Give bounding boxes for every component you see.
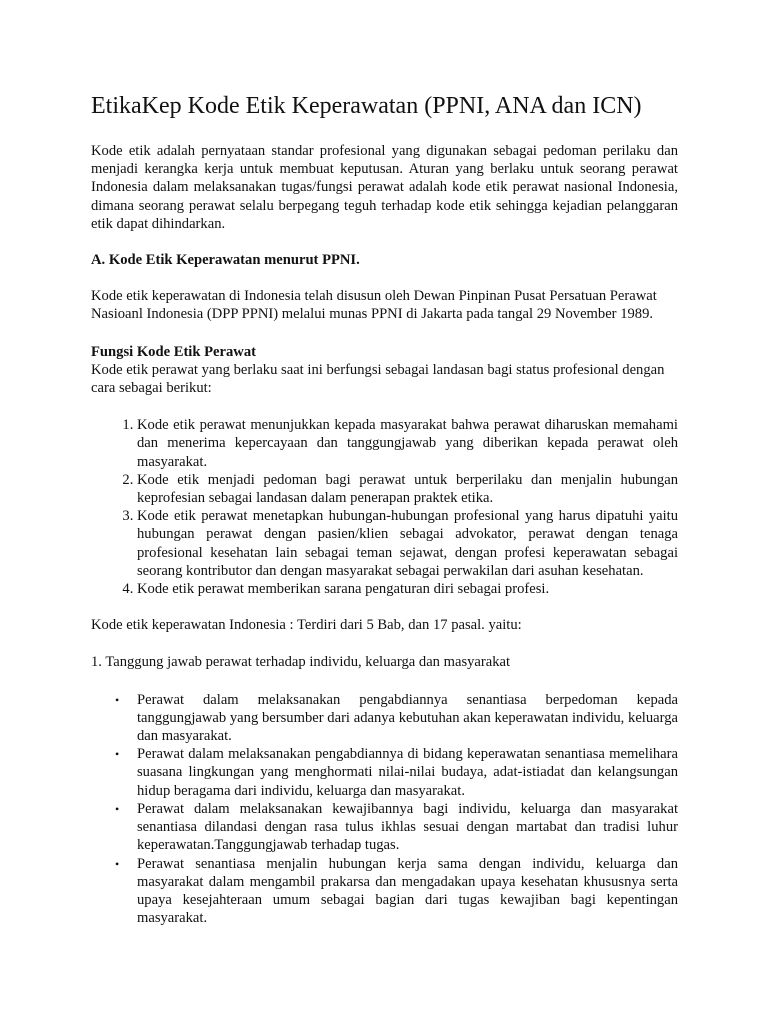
bullet-icon: • xyxy=(115,747,120,762)
list-item-text: Perawat dalam melaksanakan pengabdiannya senantiasa berpedoman kepada tanggungjawab yang bersumber dari adanya kebutuhan akan keperawatan individu, keluarga dan masyarakat. xyxy=(137,691,678,745)
bullet-icon: • xyxy=(115,856,120,871)
list-item xyxy=(115,800,678,855)
section-1-heading: 1. Tanggung jawab perawat terhadap individu, keluarga dan masyarakat xyxy=(91,654,511,671)
list-item: 4. Kode etik perawat memberikan sarana pengaturan diri sebagai profesi. xyxy=(137,580,678,598)
list-item-text: Perawat dalam melaksanakan kewajibannya bagi individu, keluarga dan masyarakat senantiasa dilandasi dengan rasa tulus ikhlas sesuai dengan martabat dan tradisi luhur keperawatan.Tanggungjawab terhadap tugas. xyxy=(137,800,678,854)
bullet-icon: • xyxy=(115,692,120,707)
list-item-text: Perawat dalam melaksanakan pengabdiannya di bidang keperawatan senantiasa memelihara suasana lingkungan yang menghormati nilai-nilai budaya, adat-istiadat dan kelangsungan hidup beragama dari individu, keluarga dan masyarakat. xyxy=(137,746,678,799)
duty-list xyxy=(91,691,678,928)
list-item-text: Perawat senantiasa menjalin hubungan kerja sama dengan individu, keluarga dan masyarakat dalam mengambil prakarsa dan mengadakan upaya kesehatan khususnya serta upaya kesejahteraan umum sebagai bagian dari tugas kewajiban bagi kepentingan masyarakat. xyxy=(137,855,678,927)
bullet-icon: • xyxy=(115,801,120,816)
list-item: 3. Kode etik perawat menetapkan hubungan-hubungan profesional yang harus dipatuhi yaitu hubungan perawat dengan pasien/klien sebagai advokator, perawat dengan tenaga profesional kesehatan lain sebagai teman sejawat, dengan profesi keperawatan sebagai seorang kontributor dan dengan masyarakat sebagai perwakilan dari asuhan kesehatan. xyxy=(137,507,678,580)
fungsi-heading: Fungsi Kode Etik Perawat xyxy=(91,343,256,360)
section-a-heading: A. Kode Etik Keperawatan menurut PPNI. xyxy=(91,252,360,269)
bab-paragraph: Kode etik keperawatan Indonesia : Terdiri dari 5 Bab, dan 17 pasal. yaitu: xyxy=(91,617,522,634)
fungsi-list xyxy=(91,416,678,598)
list-item: 2. Kode etik menjadi pedoman bagi perawat untuk berperilaku dan menjalin hubungan keprofesian sebagai landasan dalam penerapan praktek etika. xyxy=(137,471,678,507)
list-item xyxy=(115,745,678,800)
section-a-paragraph: Kode etik keperawatan di Indonesia telah disusun oleh Dewan Pinpinan Pusat Persatuan Perawat Nasioanl Indonesia (DPP PPNI) melalui munas PPNI di Jakarta pada tangal 29 November 1989. xyxy=(91,288,657,323)
list-item xyxy=(115,855,678,928)
list-item: 1. Kode etik perawat menunjukkan kepada masyarakat bahwa perawat diharuskan memahami dan menerima kepercayaan dan tanggungjawab yang diberikan kepada perawat oleh masyarakat. xyxy=(137,416,678,471)
list-item xyxy=(115,691,678,746)
document-page xyxy=(91,90,678,927)
intro-paragraph: Kode etik adalah pernyataan standar profesional yang digunakan sebagai pedoman perilaku dan menjadi kerangka kerja untuk membuat keputusan. Aturan yang berlaku untuk seorang perawat Indonesia dalam melaksanakan tugas/fungsi perawat adalah kode etik perawat nasional Indonesia, dimana seorang perawat selalu berpegang teguh terhadap kode etik sehingga kejadian pelanggaran etik dapat dihindarkan. xyxy=(91,143,678,232)
document-title: EtikaKep Kode Etik Keperawatan (PPNI, ANA dan ICN) xyxy=(91,93,642,119)
fungsi-paragraph: Kode etik perawat yang berlaku saat ini berfungsi sebagai landasan bagi status profesional dengan cara sebagai berikut: xyxy=(91,361,665,397)
